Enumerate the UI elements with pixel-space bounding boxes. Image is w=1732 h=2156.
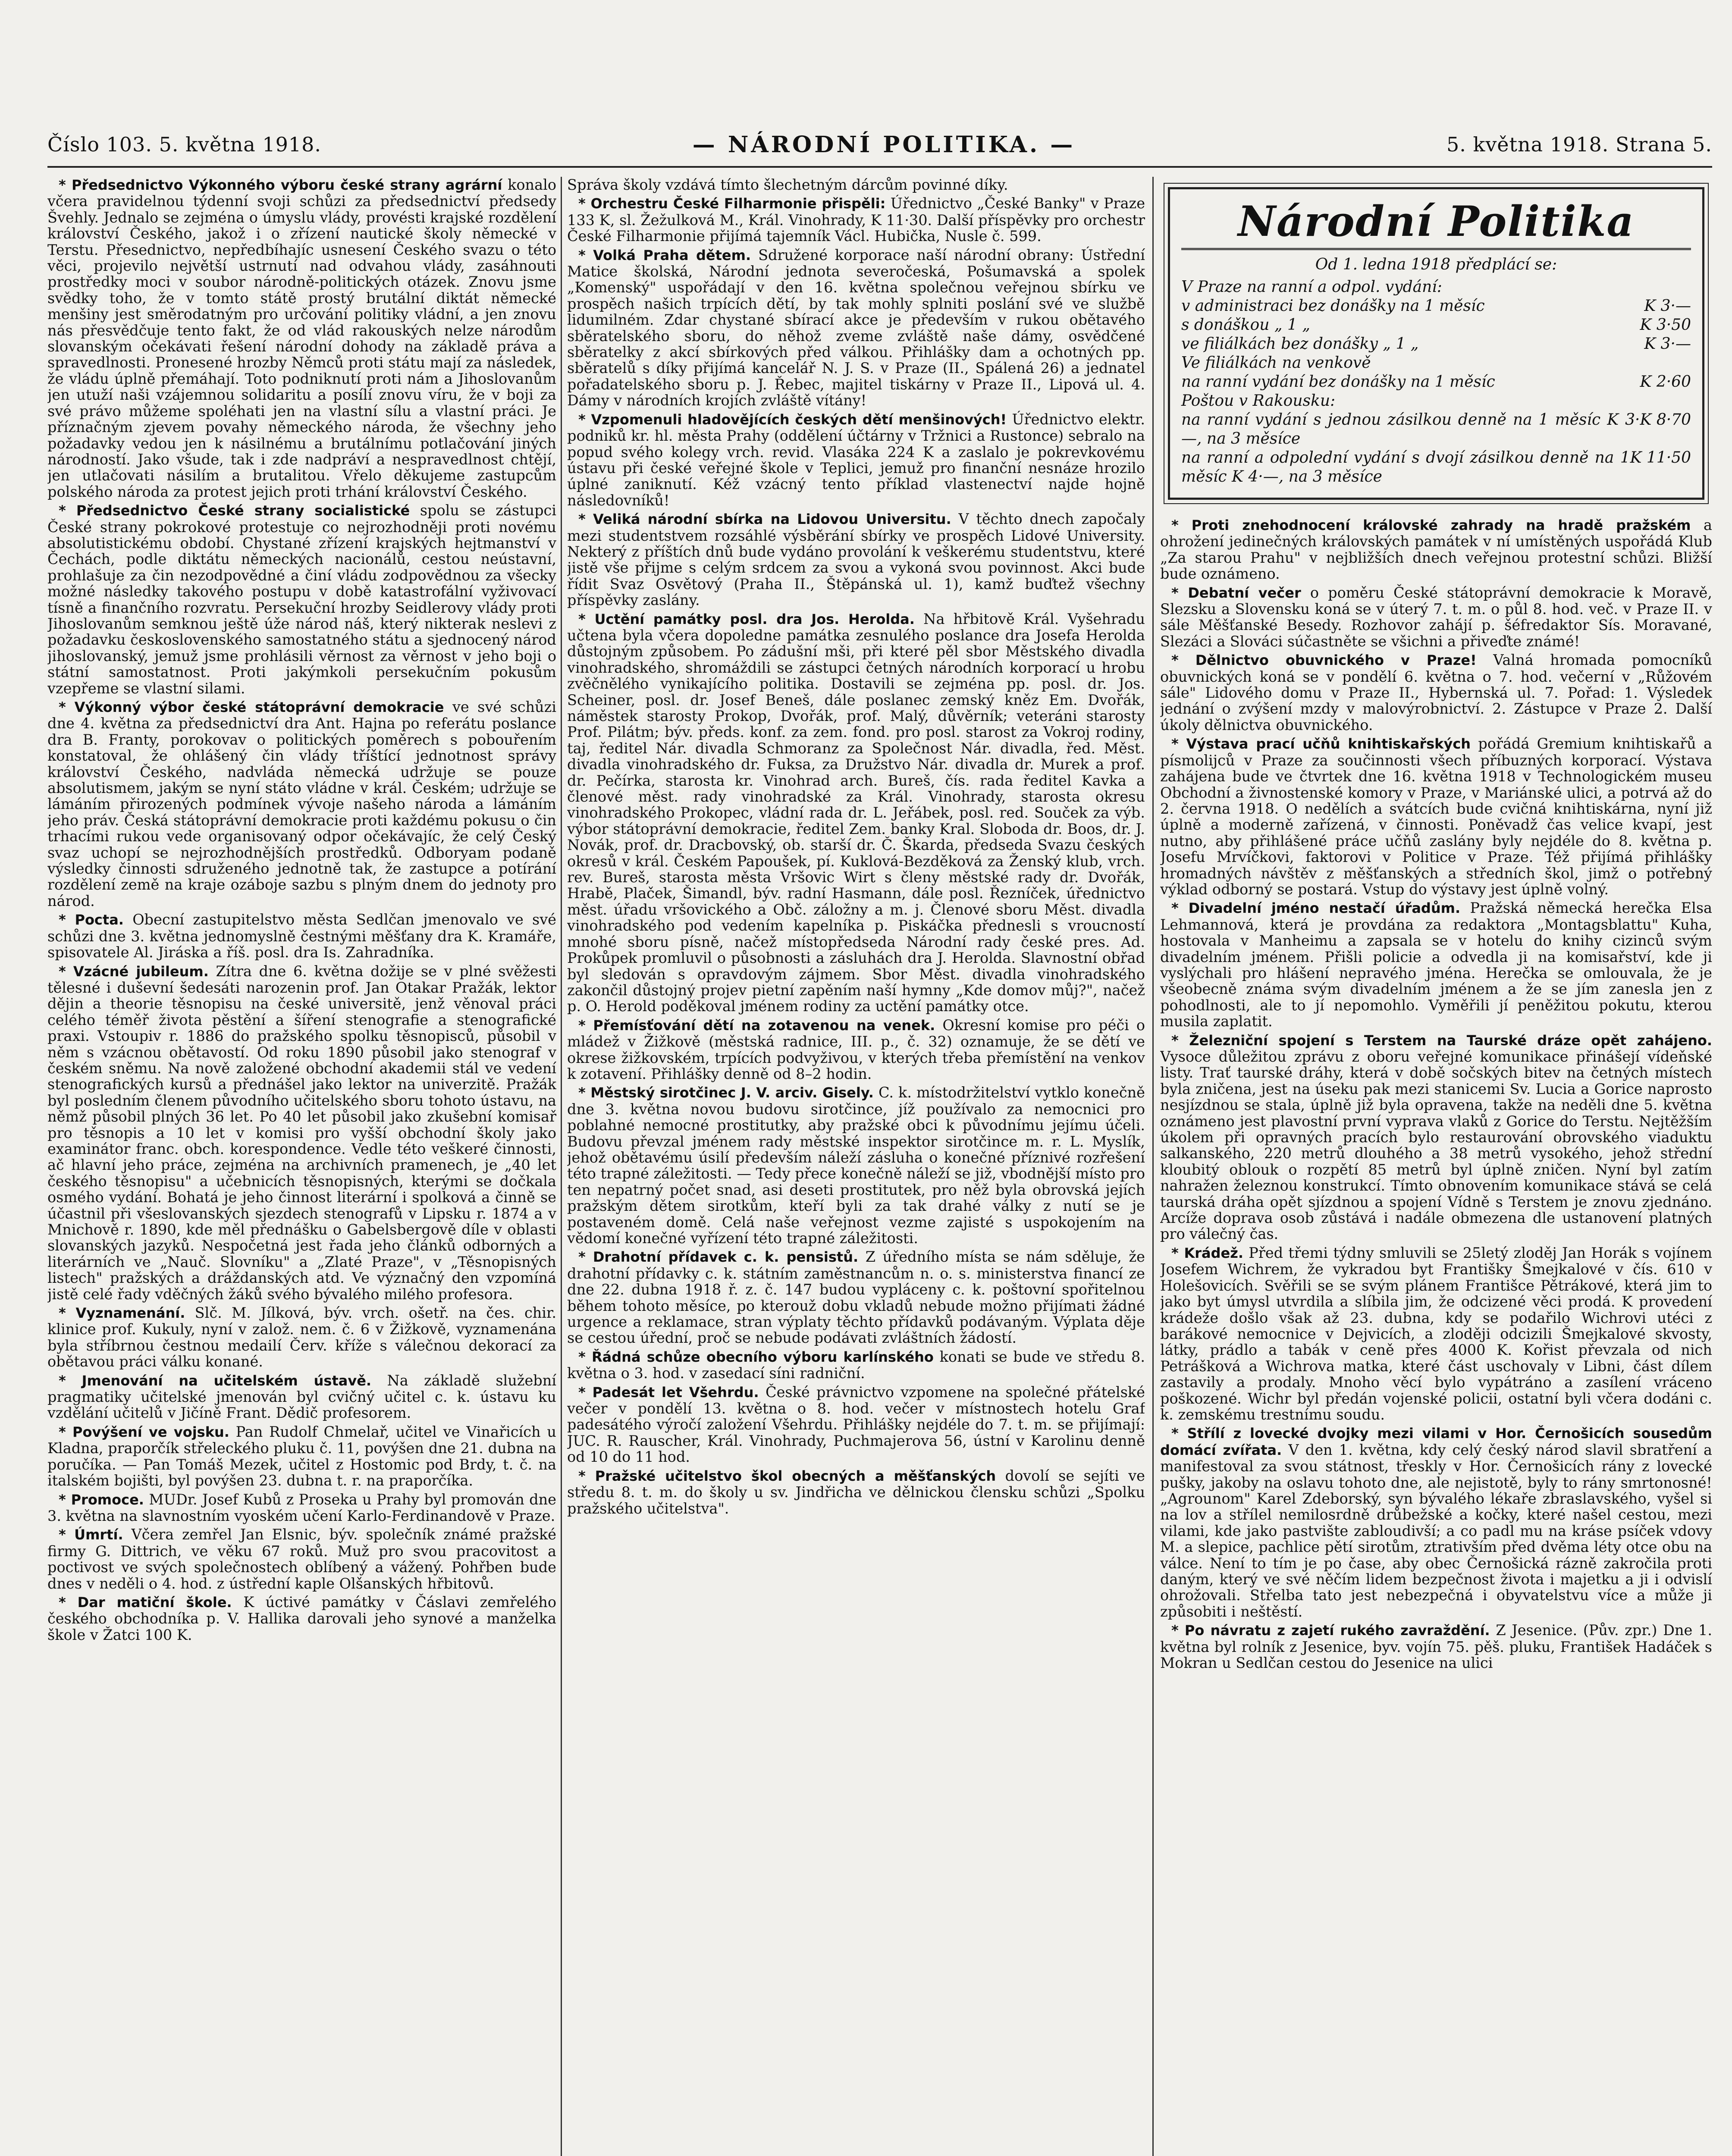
news-item-headline: * Vzpomenuli hladovějících českých dětí menšinových! [578, 411, 1007, 428]
news-item-text: Na hřbitově Král. Vyšehradu učtena byla včera dopoledne památka zesnulého poslance dra Josefa Herolda důstojným způsobem. Po zádušní mši, při které pěl sbor Městského divadla vinohradského, shromáždili se zástupci četných národních korporací u hrobu zvěčnělého vynikajícího politika. Dostavili se zejména pp. posl. dr. Jos. Scheiner, posl. dr. Josef Beneš, dále poslanec zemský kněz Em. Dvořák, náměstek starosty Prokop, Dvořák, prof. Malý, důvěrník; veteráni starosty Prof. Pilátm; býv. předs. konf. za zem. fond. pro posl. starost za Vokroj rodiny, taj, ředitel Nár. divadla Schmoranz za Společnost Nár. divadla, řed. Měst. divadla vinohradského dr. Fuksa, za Družstvo Nár. divadla dr. Murek a prof. dr. Pečírka, starosta kr. Vinohrad arch. Bureš, čís. rada ředitel Kavka a členové měst. rady vinohradské za Král. Vinohrady, starosta okresu vinohradského Prokopec, vládní rada dr. L. Jeřábek, posl. red. Souček za výb. výbor státoprávní demokracie, ředitel Zem. banky Kral. Sloboda dr. Boos, dr. J. Novák, prof. dr. Dracbovský, ob. starší dr. Č. Škarda, předseda Svazu českých okresů v král. Českém Papoušek, pí. Kuklová-Bezděková za Ženský klub, vrch. rev. Bureš, starosta města Vršovic Wirt s členy městské rady dr. Dvořák, Hrabě, Plaček, Šimandl, býv. radní Hasmann, dále posl. Řezníček, úřednictvo měst. úřadu vršovického a Obč. záložny a m. j. Členové sboru Měst. divadla vinohradského pod vedením kapelníka p. Piskáčka přednesli s vroucností mnohé sboru písně, načež místopředseda Národní rady české pres. Ad. Prokůpek promluvil o působnosti a zásluhách dra J. Herolda. Slavnostní obřad byl sledován s opravdovým zájmem. Sbor Měst. divadla vinohradského zakončil důstojný projev pietní zapěním naší hymny „Kde domov můj?", načež p. O. Herold poděkoval jménem rodiny za uctění památky otce. [567, 610, 1145, 1015]
news-item-text: a ohrožení jedinečných královských památek v ní umístěných uspořádá Klub „Za starou Prahu" v nejbližších dnech veřejnou protestní schůzi. Bližší bude oznámeno. [1160, 517, 1712, 583]
news-item [567, 411, 1145, 508]
news-item-headline: * Krádež. [1171, 1244, 1244, 1261]
subscription-line [1181, 354, 1691, 373]
news-item-headline: * Vyznamenání. [59, 1305, 185, 1322]
subscription-line [1181, 373, 1691, 392]
subscription-line [1181, 392, 1691, 411]
news-item [567, 1249, 1145, 1346]
subscription-line-label: V Praze na ranní a odpol. vydání: [1181, 278, 1442, 296]
news-item [47, 502, 556, 696]
news-item [567, 247, 1145, 409]
news-item-headline: * Volká Praha dětem. [578, 247, 751, 263]
news-item-headline: * Předsednictvo České strany socialistické [59, 502, 410, 519]
news-item-text: o poměru České státoprávní demokracie k Moravě, Slezsku a Slovensku koná se v úterý 7. t. m. o půl 8. hod. več. v Praze II. v sále Měšťanské Besedy. Rozhovor zahájí p. šéfredaktor Sís. Moravané, Slezáci a Slováci súčastněte se všichni a přiveďte známé! [1160, 584, 1712, 650]
news-item-headline: * Dělnictvo obuvnického v Praze! [1171, 652, 1477, 669]
subscription-line-label: na ranní vydání bez donášky na 1 měsíc [1181, 373, 1495, 391]
news-item-text: Úřednictvo elektr. podniků kr. hl. města Prahy (oddělení účtárny v Tržnici a Rustonce) sebralo na popud svého kolegy vrch. revid. Vlasáka 224 K a zaslalo je pokrevkovému ústavu při české veřejné škole v Teplici, jemuž pro finanční nesnáze hrozilo úplné zaniknutí. Kéž vzácný tento příklad vlastenectví najde hojně následovníků! [567, 411, 1145, 509]
news-item-headline: * Řádná schůze obecního výboru karlínského [578, 1348, 934, 1365]
subscription-line [1181, 411, 1691, 448]
subscription-line-price: K 3·— [1644, 297, 1691, 315]
news-item-headline: * Padesát let Všehrdu. [578, 1384, 759, 1401]
news-item-headline: * Železniční spojení s Terstem na Taurské dráze opět zahájeno. [1171, 1032, 1712, 1049]
news-item-headline: * Orchestru České Filharmonie přispěli: [578, 195, 886, 212]
news-item [567, 1084, 1145, 1246]
news-item-text: Před třemi týdny smluvili se 25letý zloděj Jan Horák s vojínem Josefem Wichrem, že vykradou byt Františky Šmejkalové v čís. 610 v Holešovicích. Svěřili se se svým plánem Františce Pětrákové, která jim to jako byt úmysl utvrdila a slíbila jim, že odcizené věci prodá. K provedení krádeže došlo však až 23. dubna, kdy se podařilo Wichrovi utéci z barákové nemocnice v Dejvicích, a zloději odcizili Šmejkalové skvosty, látky, prádlo a tabák v ceně přes 4000 K. Kořist převzala od nich Petrášková a Wichrova matka, které část uschovaly v Libni, část dílem zastavily a prodaly. Mnoho věcí bylo vypátráno a zasílení vráceno poškozené. Wichr byl předán vojenské policii, ostatní byli včera dodáni c. k. zemskému trestnímu soudu. [1160, 1244, 1712, 1423]
article-column-3 [1160, 177, 1712, 2156]
news-item-text: Vysoce důležitou zprávu z oboru veřejné komunikace přinášejí vídeňské listy. Trať taurské dráhy, která v době sočských bitev na četných místech byla zničena, jest na úseku pak mezi stanicemi Sv. Lucia a Gorice naprosto nesjízdnou se stala, úplně již byla opravena, takže na neděli dne 5. května oznámeno jest plavostní první vyprava vlaků z Gorice do Terstu. Nejtěžším úkolem při opravných pracích bylo restaurování obrovského viaduktu salkanského, 220 metrů dlouhého a 38 metrů vysokého, jehož střední kloubitý oblouk o rozpětí 85 metrů byl úplně zničen. Nyní byl zatím nahražen železnou konstrukcí. Tímto obnovením komunikace stává se celá taurská dráha opět sjízdnou a spojení Vídně s Terstem je znovu zjednáno. Arcíže doprava osob zůstává i nadále obmezena dle ustanovení platných pro válečný čas. [1160, 1048, 1712, 1243]
news-item-headline: * Jmenování na učitelském ústavě. [59, 1372, 372, 1389]
news-item-headline: * Výkonný výbor české státoprávní demokracie [59, 699, 444, 715]
subscription-title: Národní Politika [1181, 198, 1691, 250]
subscription-line [1181, 316, 1691, 335]
news-item-headline: * Městský sirotčinec J. V. arciv. Gisely. [578, 1084, 874, 1101]
news-item-headline: * Uctění památky posl. dra Jos. Herolda. [578, 611, 915, 627]
news-item-text: C. k. místodržitelství vytklo konečně dne 3. května novou budovu sirotčince, jíž používalo za nemocnici pro poblahné nemocné prostitutky, aby pražské obci k původnímu jejímu účeli. Budovu převzal jménem rady městské inspektor sirotčince m. r. L. Myslík, jehož obětavému úsilí především náleží zásluha o konečné příznivé rozřešení této trapné záležitosti. — Tedy přece konečně náleží se již, vbodnější místo pro ten nepatrný počet snad, asi deseti prostitutek, pro něž byla obrovská jejích pražským dětem sirotkům, kteří byli za tak drahé války z nutí se je postaveném domě. Celá naše veřejnost vezme zajisté s uspokojením na vědomí konečné vyřízení této trapné záležitosti. [567, 1084, 1145, 1247]
news-item-text: MUDr. Josef Kubů z Proseka u Prahy byl promován dne 3. května na slavnostním vyoském učení Karlo-Ferdinandově v Praze. [47, 1491, 556, 1524]
news-item-text: V těchto dnech započaly mezi studentstvem rozsáhlé výsběrání sbírky ve prospěch Lidové University. Nekterý z příštích dnů bude vydáno provolání k veškerému studentstvu, které jistě vše přijme s celým srdcem za svou a vykoná svou povinnost. Akci bude řídit Svaz Osvětový (Praha II., Štěpánská ul. 1), kamž buďtež všechny příspěvky zaslány. [567, 511, 1145, 609]
news-item-text: České právnictvo vzpomene na společné přátelské večer v pondělí 13. května o 8. hod. večer v místnostech hotelu Graf padesátého výročí založení Všehrdu. Přihlášky nejdéle do 7. t. m. se přijímají: JUC. R. Rauscher, Král. Vinohrady, Puchmajerova 56, ústní v Karolinu denně od 10 do 11 hod. [567, 1383, 1145, 1466]
subscription-line-price: K 2·60 [1640, 373, 1691, 391]
news-item-headline: * Promoce. [59, 1491, 144, 1508]
news-item-text: Pan Rudolf Chmelař, učitel ve Vinařicích u Kladna, praporčík střeleckého pluku č. 11, povýšen dne 21. dubna na poručíka. — Pan Tomáš Mezek, učitel z Hostomic pod Brdy, t. č. na italském bojišti, byl povýšen 23. dubna t. r. na praporčíka. [47, 1423, 556, 1489]
subscription-since: Od 1. ledna 1918 předplácí se: [1315, 256, 1557, 273]
news-item-text: ve své schůzi dne 4. května za předsednictví dra Ant. Hajna po referátu poslance dra B. Franty, porokovav o politických poměrech s pobouřením konstatoval, že ohlášený čin vlády tříštící jednotnost správy království Českého, nadvláda německá udržuje se pouze absolutismem, jakým se nyní státo vládne v král. Českém; udržuje se lámáním přirozených podmínek vývoje našeho národa a lámáním jeho práv. Česká státoprávní demokracie proti každému pokusu o čin trhacími rukou vede organisovaný odpor očekávajíc, že celý Český svaz uchopí se nejrozhodnějších prostředků. Odboryam podaně výsledky činnosti sdruženého jednotně tak, že zastupce a potírání rozdělení země na kraje ozáboje sazbu s plným dnem do jednoty pro národ. [47, 699, 556, 909]
news-item [1160, 652, 1712, 733]
news-item [567, 1468, 1145, 1517]
news-item [567, 1349, 1145, 1382]
news-item [47, 1526, 556, 1592]
news-item [47, 1373, 556, 1421]
news-item [47, 1424, 556, 1489]
news-item-headline: * Výstava prací učňů knihtiskařských [1171, 736, 1471, 752]
page-header [47, 129, 1712, 160]
page-number-info: 5. května 1918. Strana 5. [1446, 133, 1712, 156]
subscription-line [1181, 448, 1691, 486]
news-item-headline: * Debatní večer [1171, 584, 1301, 601]
subscription-line-label: v administraci bez donášky na 1 měsíc [1181, 297, 1485, 315]
news-item-text: Na základě služební pragmatiky učitelské jmenován byl cvičný učitel c. k. ústavu ku vzdělání učitelů v Jičíně Frant. Dědič profesorem. [47, 1372, 556, 1422]
news-item [567, 177, 1145, 193]
news-item [1160, 1245, 1712, 1423]
subscription-line [1181, 297, 1691, 316]
news-item [47, 177, 556, 500]
news-item-text: V den 1. května, kdy celý český národ slavil sbratření a manifestoval za svou státnost, třeskly v Hor. Černošicích rány z lovecké pušky, jakoby na oslavu tohoto dne, ale nejistotě, byly to rány smrtonosné! „Agrounom" Karel Zdeborský, syn bývalého lékaře zbraslavského, vyšel si na lov a střílel nemilosrdně drůbežské a kočky, které našel cestou, mezi vilami, kde jako pastvište zabloudivší; a co padl mu na kráse psíček vdovy M. a slepice, pachlice pětí sirotům, ztrativším před dvěma léty otce obu na válce. Není to tím je po čase, aby obec Černošická rázně zakročila proti daným, který ve své něčím lidem bezpečnost života i majetku a ji i odvislí ohrožovali. Střelba tato jest nebezpečná i obyvatelstvu více a může ji způsobiti i neštěstí. [1160, 1441, 1712, 1620]
subscription-line-price: K 11·50 [1630, 449, 1691, 467]
issue-info: Číslo 103. 5. května 1918. [47, 133, 322, 156]
news-item-headline: * Pocta. [59, 912, 124, 928]
news-item-headline: * Po návratu z zajetí rukého zavraždění. [1171, 1622, 1490, 1639]
news-item-headline: * Vzácné jubileum. [59, 963, 209, 980]
news-item-text: pořádá Gremium knihtiskařů a písmolijců v Praze za součinnosti všech příbuzných korporací. Výstava zahájena bude ve čtvrtek dne 16. května 1918 v Technologickém museu Obchodní a živnostenské komory v Praze, v Mariánské ulici, a potrvá až do 2. června 1918. O nedělích a svátcích bude cvičná knihtiskárna, nyní již úplně a moderně zařízená, v činnosti. Poněvadž čas velice kvapí, jest nutno, aby přihlášené práce učňů zaslány byly nejdéle do 8. května p. Josefu Mrvíčkovi, faktorovi v Politice v Praze. Též přijímá přihlášky hromadných návštěv z měšťanských a středních škol, jimž o potřebný výklad odborný se postará. Vstup do výstavy jest úplně volný. [1160, 735, 1712, 898]
subscription-line [1181, 335, 1691, 354]
news-item-text: Z úředního místa se nám sděluje, že drahotní přídavky c. k. státním zaměstnancům n. o. s. ministerstva financí ze dne 22. dubna 1918 ř. z. č. 147 budou vypláceny c. k. poštovní spořitelnou během tohoto měsíce, po kterouž dobu vkladů nebude možno přijímati žádné urgence a reklamace, stran výplaty těchto přídavků podávaným. Výplata děje se cestou úřední, proč se nebude podávati zvláštních žádostí. [567, 1248, 1145, 1347]
news-item-headline: * Střílí z lovecké dvojky mezi vilami v Hor. Černošicích sousedům domácí zvířata. [1160, 1425, 1712, 1458]
subscription-line-label: na ranní vydání s jednou zásilkou denně na 1 měsíc K 3·—, na 3 měsíce [1181, 411, 1640, 448]
news-item-headline: * Proti znehodnocení královské zahrady na hradě pražském [1171, 517, 1691, 533]
news-item [567, 1017, 1145, 1082]
news-item-text: Včera zemřel Jan Elsnic, býv. společník známé pražské firmy G. Dittrich, ve věku 67 roků. Muž pro svou pracovitost a poctivost ve svých společnostech oblíbený a vážený. Pohřben bude dnes v neděli o 4. hod. z ústřední kaple Olšanských hřbitovů. [47, 1526, 556, 1592]
news-item [1160, 736, 1712, 897]
news-item-text: Obecní zastupitelstvo města Sedlčan jmenovalo ve své schůzi dne 3. května jednomyslně čestnými měšťany dra K. Kramáře, spisovatele Al. Jiráska a říš. posl. dra Is. Zahradníka. [47, 911, 556, 961]
subscription-line [1181, 278, 1691, 297]
news-item [47, 1492, 556, 1524]
news-item-headline: * Pražské učitelstvo škol obecných a měšťanských [578, 1467, 996, 1484]
news-item-headline: * Drahotní přídavek c. k. pensistů. [578, 1249, 859, 1266]
news-item [1160, 900, 1712, 1029]
subscription-box [1168, 187, 1704, 500]
news-item [567, 195, 1145, 244]
masthead-title: — NÁRODNÍ POLITIKA. — [692, 131, 1076, 158]
column-divider [1152, 177, 1154, 2156]
subscription-line-label: ve filiálkách bez donášky „ 1 „ [1181, 335, 1419, 353]
subscription-line-label: Poštou v Rakousku: [1181, 392, 1336, 410]
news-item [1160, 1032, 1712, 1242]
article-column-2 [567, 177, 1145, 2156]
news-item-text: dovolí se sejíti ve středu 8. t. m. do školy u sv. Jindřicha ve dělnickou člensku schůzi „Spolku pražského učitelstva". [567, 1467, 1145, 1517]
news-item-headline: * Veliká národní sbírka na Lidovou Universitu. [578, 511, 951, 528]
news-item [567, 511, 1145, 608]
news-item [567, 1384, 1145, 1465]
news-item [47, 912, 556, 960]
news-item-text: Správa školy vzdává tímto šlechetným dárcům povinné díky. [567, 177, 1008, 193]
subscription-line-price: K 3·50 [1640, 316, 1691, 334]
news-item [1160, 517, 1712, 582]
news-item [47, 1305, 556, 1370]
news-item-headline: * Přemísťování dětí na zotavenou na venek. [578, 1017, 935, 1034]
column-3-items [1160, 517, 1712, 1671]
news-item [1160, 1622, 1712, 1671]
column-divider [561, 177, 562, 2156]
news-item [47, 1594, 556, 1643]
news-item-headline: * Dar matiční škole. [59, 1594, 232, 1611]
news-item-text: konalo včera pravidelnou týdenní svoji schůzi za předsednictví předsedy Švehly. Jednalo se zejména o úmyslu vlády, provésti krajské rozdělení království Českého, jakož i o zřízení nautické školy německé v Terstu. Přesednictvo, nepředbíhajíc usnesení Českého svazu o této věci, projevilo největší ustrnutí nad odvahou vlády, zasáhnouti prostředky moci v soubor národně-politických otázek. Znovu jsme svědky toho, že v tomto státě prostý brutální diktát německé menšiny jest směrodatným pro určování politiky vládní, a jen znovu nás přesvědčuje tento fakt, že od vlád rakouských nelze národům slovanským očekávati řešení národní dohody na základě práva a spravedlnosti. Pronesené hrozby Němců proti státu mají za následek, že vládu úplně přemáhají. Toto podniknutí proti nám a Jihoslovanům jen utuží naši vzájemnou solidaritu a posílí znovu víru, že v boji za své právo můžeme spoléhati jen na vlastní sílu a vlastní práci. Je příznačným zjevem povahy německého národa, že všechny jeho požadavky vedou jen k násilnému a brutálnímu potlačování jiných národností. Jako všude, tak i zde nadpráví a nespravedlnost chtějí, jen utlačovati násilím a brutalitou. Vřelo děkujeme zastupcům polského národa za protest jejich proti trhání království Českého. [47, 177, 556, 500]
news-item-headline: * Předsednictvo Výkonného výboru české strany agrární [59, 177, 502, 193]
article-column-1 [47, 177, 556, 2156]
news-item [47, 963, 556, 1303]
news-item-text: K úctivé památky v Čáslavi zemřelého českého obchodníka p. V. Hallika darovali jeho synové a manželka škole v Žatci 100 K. [47, 1593, 556, 1643]
news-item-text: konati se bude ve středu 8. května o 3. hod. v zasedací síni radniční. [567, 1348, 1145, 1382]
news-item [1160, 585, 1712, 650]
news-item-text: Valná hromada pomocníků obuvnických koná se v pondělí 6. května o 7. hod. večerní v „Růžovém sále" Lidového domu v Praze II., Hybernská ul. 7. Pořad: 1. Výsledek jednání o zvýšení mzdy v malovýrobnictví. 2. Zástupce v Praze 2. Další úkoly dělnictva obuvnického. [1160, 652, 1712, 733]
news-item [567, 611, 1145, 1015]
news-item-text: spolu se zástupci České strany pokrokové protestuje co nejrozhodněji proti novému absolutistickému období. Chystané zřízení krajských hejtmanství v Čechách, podle diktátu německých nacionálů, cestou neústavní, prohlašuje za čin nezodpovědné a činí vládu zodpovědnou za všecky možné následky takového postupu v době katastrofální vyživovací tísně a finančního rozvratu. Persekuční hrozby Seidlerovy vlády proti Jihoslovanům semknou ještě úže národ náš, který nikterak neslevi z požadavku československého samostatného státu a sjednocený národ jihoslovanský, jemuž jsme prohlásili věrnost za věrnost v jeho boji o státní samostatnost. Proti jakýmkoli persekučním pokusům vzepřeme se vlastní silami. [47, 502, 556, 697]
news-item-text: Zítra dne 6. května dožije se v plné svěžesti tělesné i duševní šedesáti narozenin prof. Jan Otakar Pražák, lektor dějin a theorie těsnopisu na české universitě, jenž věnoval práci celého téměř života pěstění a šíření stenografie a stenografické praxi. Vstoupiv r. 1886 do pražského spolku těsnopisců, působil v něm s vzácnou obětavostí. Od roku 1890 působil jako stenograf v českém sněmu. Na nově založené obchodní akademii stál ve vedení stenografických kursů a přednášel jako lektor na univerzitě. Pražák byl posledním členem původního učitelského sboru tohoto ústavu, na němž působil plných 36 let. Po 40 let působil jako zkušební komisař pro těsnopis a 10 let v komisi pro vyšší obchodní školy jako examinátor franc. obch. korespondence. Vedle této veškeré činnosti, ač hlavní jeho práce, zejména na archivních pramenech, je „40 let českého těsnopisu" a učebnicích těsnopisných, kterými se dočkala osmého vydání. Bohatá je jeho činnost literární i spolková a činně se účastnil při všeslovanských sjezdech stenografů v Lipsku r. 1874 a v Mnichově r. 1890, kde měl přednášku o Gabelsbergově díle v oblasti slovanských jazyků. Nespočetná jest řada jeho článků odborných a literárních ve „Nauč. Slovníku" a „Zlaté Praze", v „Těsnopisných listech" pražských a dráždanských atd. Ve význačný den vzpomíná jistě celé řady vděčných žáků svého bývalého milého profesora. [47, 962, 556, 1303]
subscription-price-list [1181, 278, 1691, 486]
news-item-text: Pražská německá herečka Elsa Lehmannová, která je provdána za redaktora „Montagsblattu" Kuha, hostovala v Manheimu a zapsala se v hotelu do knihy cizinců svým divadelním jménem. Přišli policie a odvedla ji na komisařství, kde ji vyslýchali pro hlášení nepravého jména. Herečka se omlouvala, že je všeobecně známa svým divadelním jménem a že se jím zanesla jen z pohodlnosti, ale to jí nepomohlo. Vyměřili jí peněžitou pokutu, kterou musila zaplatit. [1160, 899, 1712, 1030]
news-item-headline: * Divadelní jméno nestačí úřadům. [1171, 900, 1461, 917]
subscription-line-label: s donáškou „ 1 „ [1181, 316, 1310, 334]
subscription-line-price: K 3·— [1644, 335, 1691, 353]
news-item-text: Okresní komise pro péči o mládež v Žižkově (městská radnice, III. p., č. 32) oznamuje, že se dětí ve okrese žižkovském, trpících podvyživou, v kterých třeba přemístění na venkov k zotavení. Přihlášky denně od 8–2 hodin. [567, 1016, 1145, 1082]
subscription-line-label: na ranní a odpolední vydání s dvojí zásilkou denně na 1 měsíc K 4·—, na 3 měsíce [1181, 449, 1630, 486]
news-item-text: Sdružené korporace naší národní obrany: Ústřední Matice školská, Národní jednota severočeská, Pošumavská a spolek „Komenský" uspořádají v den 16. května společnou veřejnou sbírku ve prospěch našich trpících dětí, by tak mohly splniti poslání své ve službě lidumilném. Zdar chystané sbírací akce je především v rukou obětavého sběratelského sboru, do něhož zveme zvláště naše dámy, osvědčené sběratelky z akcí sbírkových před válkou. Přihlášky dam a ochotných pp. sběratelů s díky přijímá kancelář N. J. S. v Praze (II., Spálená 26) a jednatel pořadatelského sboru p. J. Řebec, majitel tiskárny v Praze II., Lipová ul. 4. Dámy v národních krojích zvláště vítány! [567, 246, 1145, 409]
news-item-text: Slč. M. Jílková, býv. vrch. ošetř. na čes. chir. klinice prof. Kukuly, nyní v založ. nem. č. 6 v Žižkově, vyznamenána byla stříbrnou čestnou medailí Červ. kříže s válečnou dekorací za obětavou práci válku konané. [47, 1304, 556, 1370]
news-item-text: Úřednictvo „České Banky" v Praze 133 K, sl. Žežulková M., Král. Vinohrady, K 11·30. Další příspěvky pro orchestr České Filharmonie přijímá tajemník Václ. Hubička, Nusle č. 599. [567, 195, 1145, 245]
subscription-line-label: Ve filiálkách na venkově [1181, 354, 1371, 372]
news-item-text: Z Jesenice. (Pův. zpr.) Dne 1. května byl rolník z Jesenice, byv. vojín 75. pěš. pluku, František Hadáček s Mokran u Sedlčan cestou do Jesenice na ulici [1160, 1622, 1712, 1672]
news-item-headline: * Úmrtí. [59, 1526, 123, 1543]
news-item [47, 699, 556, 909]
subscription-line-price: K 8·70 [1640, 411, 1691, 429]
news-item-headline: * Povýšení ve vojsku. [59, 1423, 229, 1440]
news-item [1160, 1425, 1712, 1620]
header-rule [47, 166, 1712, 168]
